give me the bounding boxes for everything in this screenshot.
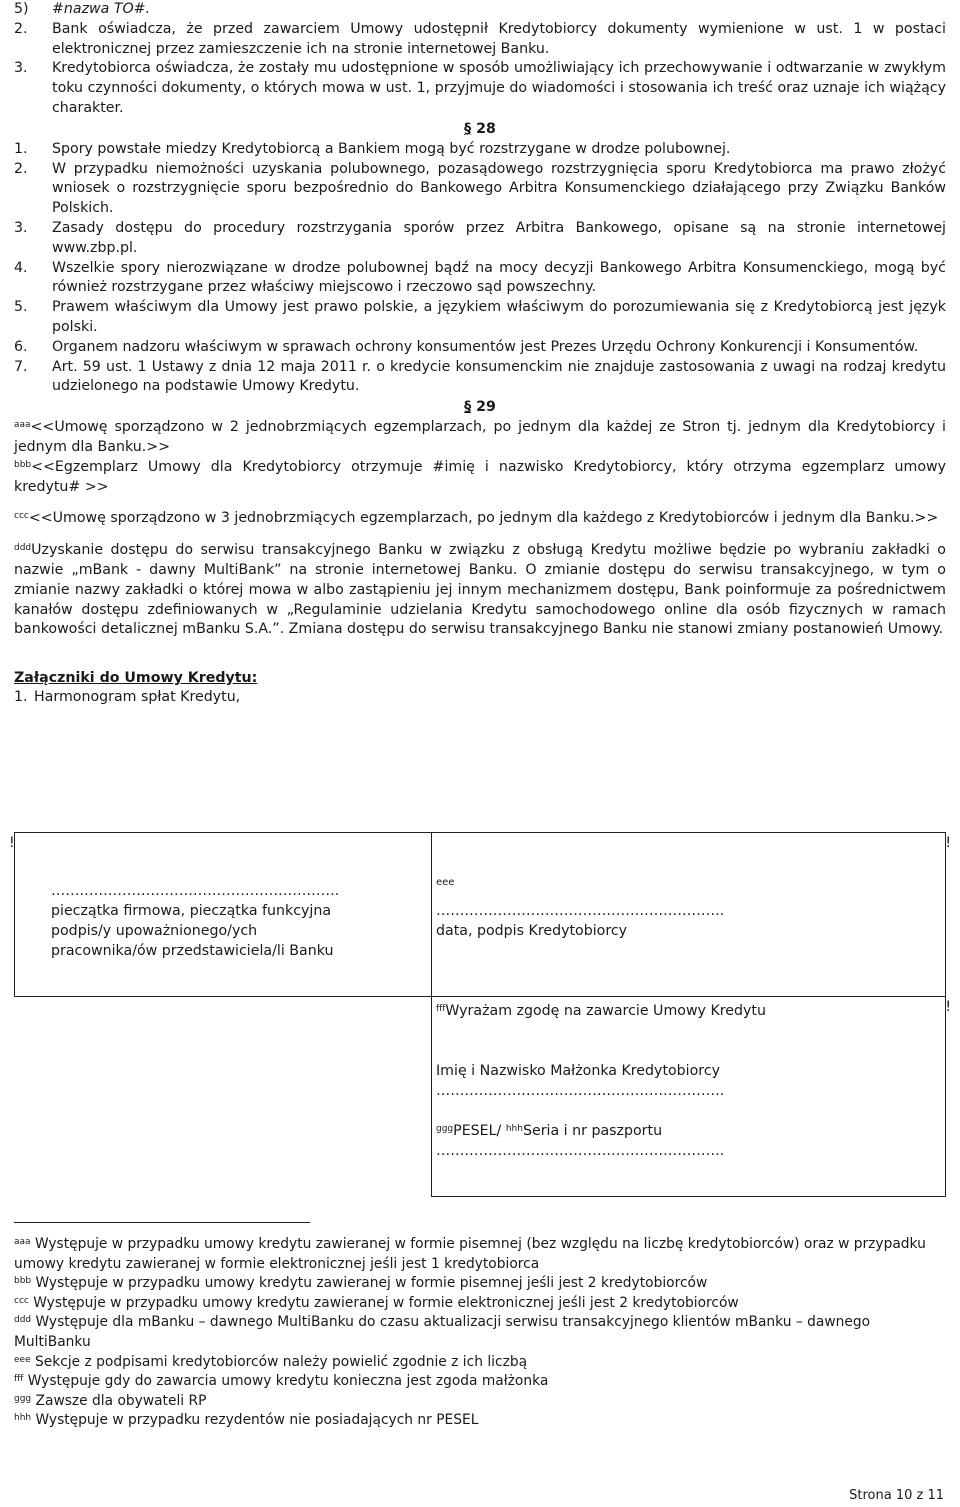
page-number: Strona 10 z 11 bbox=[849, 1488, 944, 1503]
footnote-marker: hhh bbox=[505, 1124, 523, 1134]
document-body bbox=[14, 0, 946, 708]
list-item bbox=[14, 358, 946, 398]
item-number: 1. bbox=[14, 140, 28, 157]
footnote-marker: fff bbox=[436, 1004, 446, 1014]
footnote-text: Występuje w przypadku rezydentów nie posiadających nr PESEL bbox=[35, 1412, 479, 1429]
footnote-marker: ggg bbox=[436, 1124, 454, 1134]
item-number: 3. bbox=[14, 219, 28, 236]
section-number: 29 bbox=[476, 399, 496, 416]
footnote-marker: bbb bbox=[14, 1276, 32, 1287]
section-number: 28 bbox=[476, 120, 496, 137]
pesel-label: PESEL/ bbox=[453, 1123, 506, 1139]
bank-signature-label: pracownika/ów przedstawiciela/li Banku bbox=[51, 943, 334, 959]
footnote-marker: ccc bbox=[14, 511, 29, 522]
item-number: 5) bbox=[14, 1, 29, 17]
footnote-marker: ccc bbox=[14, 1295, 29, 1306]
item-text: Art. 59 ust. 1 Ustawy z dnia 12 maja 2011 r. o kredycie konsumenckim nie znajduje zastosowania z uwagi na rodzaj kredytu udzielonego na podstawie Umowy Kredytu. bbox=[52, 358, 946, 395]
footnote-text: Występuje w przypadku umowy kredytu zawieranej w formie pisemnej jeśli jest 2 kredytobiorców bbox=[35, 1275, 708, 1292]
bank-signature-cell[interactable] bbox=[9, 833, 432, 997]
item-number: 3. bbox=[14, 60, 28, 77]
clause-ccc bbox=[14, 509, 946, 529]
clause-text: Uzyskanie dostępu do serwisu transakcyjnego Banku w związku z obsługą Kredytu możliwe będzie po wybraniu zakładki o nazwie „mBank - dawny MultiBank” na stronie internetowej Banku. O zmianie dostępu do serwisu transakcyjnego, w tym o zmianie nazwy zakładki o której mowa w albo zastąpieniu jej innym mechanizmem dostępu, Bank poinformuje za pośrednictwem kanałów dostępu zdefiniowanych w „Regulaminie udzielania Kredytu samochodowego online dla osób fizycznych w ramach bankowości detalicznej mBanku S.A.”. Zmiana dostępu do serwisu transakcyjnego Banku nie stanowi zmiany postanowień Umowy. bbox=[14, 542, 946, 638]
signature-table bbox=[9, 832, 951, 1197]
passport-label: Seria i nr paszportu bbox=[522, 1123, 663, 1139]
spouse-name-label: Imię i Nazwisko Małżonka Kredytobiorcy bbox=[436, 1063, 721, 1079]
item-number: 4. bbox=[14, 259, 28, 276]
list-item bbox=[14, 0, 946, 20]
signature-dots: ……………………………………………………. bbox=[436, 1143, 725, 1159]
item-text: Spory powstałe miedzy Kredytobiorcą a Bankiem mogą być rozstrzygane w drodze polubownej. bbox=[52, 140, 731, 157]
attachments-heading: Załączniki do Umowy Kredytu: bbox=[14, 670, 258, 687]
borrower-signature-label: data, podpis Kredytobiorcy bbox=[436, 923, 628, 939]
footnote bbox=[14, 1392, 946, 1412]
borrower-signature-cell[interactable] bbox=[432, 833, 951, 997]
footnote-marker: ggg bbox=[14, 1393, 32, 1404]
footnote-text: Sekcje z podpisami kredytobiorców należy powielić zgodnie z ich liczbą bbox=[35, 1353, 528, 1370]
footnote-rule bbox=[14, 1222, 310, 1223]
list-item bbox=[14, 59, 946, 118]
footnote bbox=[14, 1274, 946, 1294]
item-text: Bank oświadcza, że przed zawarciem Umowy udostępnił Kredytobiorcy dokumenty wymienione w ust. 1 w postaci elektronicznej przez zamieszczenie ich na stronie internetowej Banku. bbox=[52, 20, 946, 57]
section-heading-28 bbox=[14, 119, 946, 140]
clause-bbb bbox=[14, 458, 946, 498]
section-sign: § bbox=[464, 120, 472, 137]
spouse-consent-cell[interactable] bbox=[432, 997, 951, 1197]
footnote bbox=[14, 1294, 946, 1314]
item-text: W przypadku niemożności uzyskania polubownego, pozasądowego rozstrzygnięcia sporu Kredytobiorca ma prawo złożyć wniosek o rozstrzygnięcie sporu bezpośrednio do Bankowego Arbitra Konsumenckiego działającego przy Związku Banków Polskich. bbox=[52, 160, 946, 217]
signature-dots: ……………………………………………………. bbox=[51, 883, 340, 899]
footnote-marker: hhh bbox=[14, 1413, 32, 1424]
item-text: Kredytobiorca oświadcza, że zostały mu udostępnione w sposób umożliwiający ich przechowywanie i odtwarzanie w zwykłym toku czynności dokumenty, o których mowa w ust. 1, przyjmuje do wiadomości i stosowania ich treść oraz uznaje ich wiążący charakter. bbox=[52, 60, 946, 116]
item-number: 1. bbox=[14, 689, 28, 706]
item-text: Harmonogram spłat Kredytu, bbox=[34, 689, 241, 706]
item-number: 6. bbox=[14, 338, 28, 355]
item-number: 7. bbox=[14, 358, 28, 375]
footnote-marker: ddd bbox=[14, 1315, 32, 1326]
footnote-marker: ddd bbox=[14, 543, 32, 554]
list-item bbox=[14, 20, 946, 60]
section-heading-29 bbox=[14, 397, 946, 418]
item-text: Wszelkie spory nierozwiązane w drodze polubownej bądź na mocy decyzji Bankowego Arbitra Konsumenckiego, mogą być również rozstrzygane przez właściwy miejscowo i rzeczowo sąd powszechny. bbox=[52, 259, 946, 296]
item-text: Organem nadzoru właściwym w sprawach ochrony konsumentów jest Prezes Urzędu Ochrony Konkurencji i Konsumentów. bbox=[52, 338, 919, 355]
footnote bbox=[14, 1411, 946, 1431]
signature-dots: ……………………………………………………. bbox=[436, 1083, 725, 1099]
section-sign: § bbox=[464, 399, 472, 416]
footnote-marker: aaa bbox=[14, 1237, 31, 1247]
exclamation-mark: ! bbox=[945, 835, 951, 851]
footnote-text: Występuje w przypadku umowy kredytu zawieranej w formie pisemnej (bez względu na liczbę kredytobiorców) oraz w przypadku umowy kredytu zawieranej w formie elektronicznej jeśli jest 1 kredytobiorca bbox=[14, 1236, 926, 1272]
footnote-text: Zawsze dla obywateli RP bbox=[35, 1392, 207, 1409]
footnote-text: Występuje dla mBanku – dawnego MultiBanku do czasu aktualizacji serwisu transakcyjnego klientów mBanku – dawnego MultiBanku bbox=[14, 1314, 871, 1350]
attachment-item bbox=[14, 688, 946, 708]
borrower-signature-block bbox=[436, 901, 724, 941]
footnote-text: Występuje w przypadku umowy kredytu zawieranej w formie elektronicznej jeśli jest 2 kredytobiorców bbox=[33, 1294, 739, 1311]
footnote-text: Występuje gdy do zawarcia umowy kredytu konieczna jest zgoda małżonka bbox=[27, 1373, 549, 1390]
clause-text: <<Umowę sporządzono w 3 jednobrzmiących egzemplarzach, po jednym dla każdego z Kredytobiorców i jednym dla Banku.>> bbox=[28, 510, 939, 527]
footnote bbox=[14, 1313, 946, 1352]
clause-text: <<Egzemplarz Umowy dla Kredytobiorcy otrzymuje #imię i nazwisko Kredytobiorcy, który otrzyma egzemplarz umowy kredytu# >> bbox=[14, 458, 946, 495]
item-number: 2. bbox=[14, 160, 28, 177]
footnote-marker: bbb bbox=[14, 459, 32, 470]
consent-label: Wyrażam zgodę na zawarcie Umowy Kredytu bbox=[445, 1003, 766, 1019]
clause-ddd bbox=[14, 541, 946, 640]
item-number: 5. bbox=[14, 299, 28, 316]
footnote bbox=[14, 1235, 946, 1274]
list-item bbox=[14, 219, 946, 259]
item-text: Zasady dostępu do procedury rozstrzygania sporów przez Arbitra Bankowego, opisane są na stronie internetowej www.zbp.pl. bbox=[52, 219, 946, 256]
item-text: #nazwa TO#. bbox=[52, 1, 151, 17]
signature-dots: ……………………………………………………. bbox=[436, 903, 725, 919]
item-text: Prawem właściwym dla Umowy jest prawo polskie, a językiem właściwym do porozumiewania się z Kredytobiorcą jest język polski. bbox=[52, 299, 946, 335]
footnote-marker: eee bbox=[14, 1354, 31, 1365]
list-item bbox=[14, 140, 946, 160]
bank-signature-label: pieczątka firmowa, pieczątka funkcyjna bbox=[51, 903, 332, 919]
list-item bbox=[14, 338, 946, 358]
bank-signature-block bbox=[51, 881, 339, 961]
footnote bbox=[14, 1372, 946, 1392]
clause-aaa bbox=[14, 418, 946, 458]
list-item bbox=[14, 259, 946, 299]
footnote-marker: fff bbox=[14, 1374, 24, 1385]
list-item bbox=[14, 160, 946, 219]
footnote bbox=[14, 1353, 946, 1373]
bank-signature-label: podpis/y upoważnionego/ych bbox=[51, 923, 258, 939]
consent-block bbox=[436, 1001, 766, 1161]
exclamation-mark: ! bbox=[9, 835, 15, 851]
clause-text: <<Umowę sporządzono w 2 jednobrzmiących egzemplarzach, po jednym dla każdej ze Stron tj. jednym dla Kredytobiorcy i jednym dla Banku.>> bbox=[14, 419, 946, 455]
item-number: 2. bbox=[14, 20, 28, 37]
exclamation-mark: ! bbox=[945, 999, 951, 1015]
footnote-marker: eee bbox=[436, 877, 455, 888]
footnote-marker: aaa bbox=[14, 420, 31, 431]
footnotes bbox=[14, 1222, 946, 1431]
list-item bbox=[14, 298, 946, 338]
